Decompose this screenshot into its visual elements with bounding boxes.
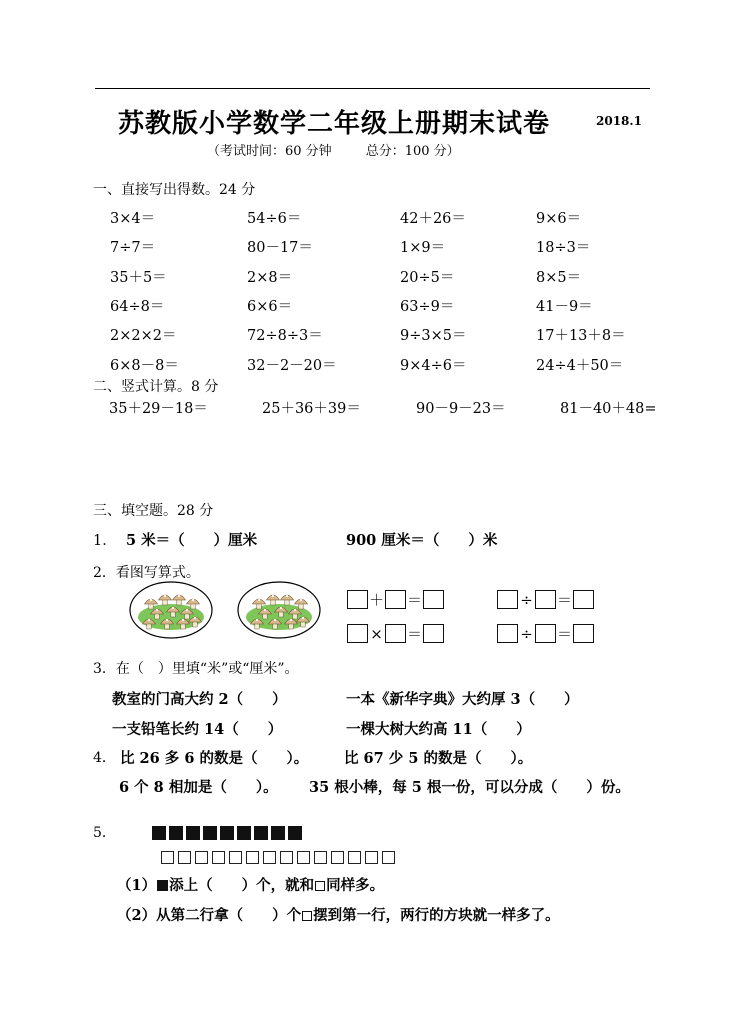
black-square: [203, 826, 217, 840]
mental-math-item: 42＋26＝: [400, 211, 466, 227]
answer-box[interactable]: [535, 590, 556, 609]
q2-label: 2．看图写算式。: [93, 565, 200, 581]
q3-item-dictionary: 一本《新华字典》大约厚 3（ ）: [346, 691, 579, 708]
answer-box[interactable]: [385, 590, 406, 609]
q4-part-d: 35 根小棒，每 5 根一份，可以分成（ ）份。: [309, 779, 630, 796]
exam-total: 总分：100 分）: [365, 144, 460, 159]
q5-part1-num: （1）: [117, 877, 157, 894]
vertical-calc-2: 25＋36＋39＝: [262, 401, 361, 417]
answer-box[interactable]: [423, 624, 444, 643]
black-square: [169, 826, 183, 840]
mental-math-item: 2×2×2＝: [110, 328, 177, 345]
mental-math-item: 8×5＝: [536, 269, 582, 286]
mental-math-item: 6×8－8＝: [110, 357, 179, 374]
equation-add: [347, 589, 444, 610]
white-square: [229, 851, 242, 864]
white-square-icon: [302, 911, 312, 921]
section2-heading: 二、竖式计算。8 分: [93, 379, 219, 395]
white-square-icon: [315, 881, 325, 891]
answer-box[interactable]: [423, 590, 444, 609]
equals-sign: ＝: [406, 591, 422, 609]
mental-math-item: 63÷9＝: [400, 298, 455, 315]
black-square: [186, 826, 200, 840]
mushroom-group-1: [129, 581, 213, 639]
q5-part2-end: 摆到第一行，两行的方块就一样多了。: [313, 907, 560, 924]
answer-box[interactable]: [497, 590, 518, 609]
mental-math-item: 32－2－20＝: [247, 357, 337, 374]
equation-divide-1: [497, 589, 594, 610]
answer-box[interactable]: [573, 624, 594, 643]
exam-title: 苏教版小学数学二年级上册期末试卷: [118, 109, 551, 139]
white-square: [331, 851, 344, 864]
equals-sign: ＝: [556, 591, 572, 609]
black-square-icon: [157, 880, 168, 891]
times-sign: ×: [370, 624, 383, 643]
mental-math-item: 9×4÷6＝: [400, 357, 467, 374]
vertical-calc-4: 81－40＋48=: [560, 401, 657, 417]
q1-number: 1．: [93, 533, 117, 549]
mental-math-item: 64÷8＝: [110, 298, 165, 315]
white-square: [365, 851, 378, 864]
mental-math-item: 18÷3＝: [536, 240, 591, 257]
white-square: [348, 851, 361, 864]
q5-part1-end: 同样多。: [326, 877, 385, 894]
mental-math-item: 35＋5＝: [110, 269, 167, 286]
equation-divide-2: [497, 623, 594, 644]
q1-part-a: 5 米＝（ ）厘米: [126, 532, 258, 549]
exam-info: [207, 140, 460, 159]
equals-sign: ＝: [406, 625, 422, 643]
white-square: [178, 851, 191, 864]
header-rule: [95, 88, 650, 89]
black-square: [237, 826, 251, 840]
white-square: [314, 851, 327, 864]
q5-number: 5．: [93, 825, 116, 841]
vertical-calc-1: 35＋29－18＝: [109, 401, 208, 417]
divide-sign: ÷: [520, 590, 533, 609]
black-square: [152, 826, 166, 840]
mental-math-item: 9×6＝: [536, 211, 582, 227]
answer-box[interactable]: [385, 624, 406, 643]
mental-math-item: 3×4＝: [110, 211, 156, 227]
mental-math-item: 20÷5＝: [400, 269, 455, 286]
equals-sign: ＝: [556, 625, 572, 643]
q4-part-a: 比 26 多 6 的数是（ ）。: [120, 750, 309, 767]
mental-math-item: 72÷8÷3＝: [247, 328, 323, 345]
q3-item-tree: 一棵大树大约高 11（ ）: [346, 721, 531, 738]
mental-math-item: 54÷6＝: [247, 211, 302, 227]
plus-sign: ＋: [368, 591, 384, 609]
mental-math-item: 6×6＝: [247, 298, 293, 315]
exam-date: 2018.1: [596, 114, 642, 128]
q5-part-2: [117, 904, 560, 925]
q4-part-b: 比 67 少 5 的数是（ ）。: [344, 750, 533, 767]
white-square: [212, 851, 225, 864]
mental-math-item: 17＋13＋8＝: [536, 328, 626, 345]
black-square-row: [152, 823, 305, 842]
white-square: [161, 851, 174, 864]
q1-part-b: 900 厘米＝（ ）米: [346, 532, 498, 549]
white-square: [280, 851, 293, 864]
white-square-row: [161, 847, 399, 866]
section1-heading: 一、直接写出得数。24 分: [93, 182, 256, 198]
white-square: [246, 851, 259, 864]
divide-sign: ÷: [520, 624, 533, 643]
q5-part2-text: （2）从第二行拿（ ）个: [117, 907, 302, 924]
white-square: [263, 851, 276, 864]
answer-box[interactable]: [497, 624, 518, 643]
black-square: [271, 826, 285, 840]
white-square: [297, 851, 310, 864]
black-square: [220, 826, 234, 840]
black-square: [288, 826, 302, 840]
mental-math-item: 24÷4＋50＝: [536, 357, 624, 374]
answer-box[interactable]: [535, 624, 556, 643]
mental-math-item: 9÷3×5＝: [400, 328, 467, 345]
answer-box[interactable]: [573, 590, 594, 609]
answer-box[interactable]: [347, 590, 368, 609]
mental-math-item: 41－9＝: [536, 298, 593, 315]
equation-multiply: [347, 623, 444, 644]
black-square: [254, 826, 268, 840]
white-square: [382, 851, 395, 864]
q4-part-c: 6 个 8 相加是（ ）。: [119, 779, 278, 796]
mental-math-item: 7÷7＝: [110, 240, 156, 257]
vertical-calc-3: 90－9－23＝: [416, 401, 506, 417]
exam-time: （考试时间：60 分钟: [207, 144, 332, 159]
q4-number: 4．: [93, 750, 116, 766]
section3-heading: 三、填空题。28 分: [93, 503, 214, 519]
q5-part1-text: 添上（ ）个，就和: [169, 877, 315, 894]
white-square: [195, 851, 208, 864]
q3-item-door: 教室的门高大约 2（ ）: [112, 691, 287, 708]
mental-math-item: 1×9＝: [400, 240, 446, 257]
mental-math-item: 80－17＝: [247, 240, 313, 257]
mental-math-item: 2×8＝: [247, 269, 293, 286]
mushroom-group-2: [237, 581, 321, 639]
q5-part-1: [117, 874, 384, 895]
q3-item-pencil: 一支铅笔长约 14（ ）: [112, 721, 283, 738]
answer-box[interactable]: [347, 624, 368, 643]
q3-label: 3．在（ ）里填“米”或“厘米”。: [93, 661, 299, 677]
